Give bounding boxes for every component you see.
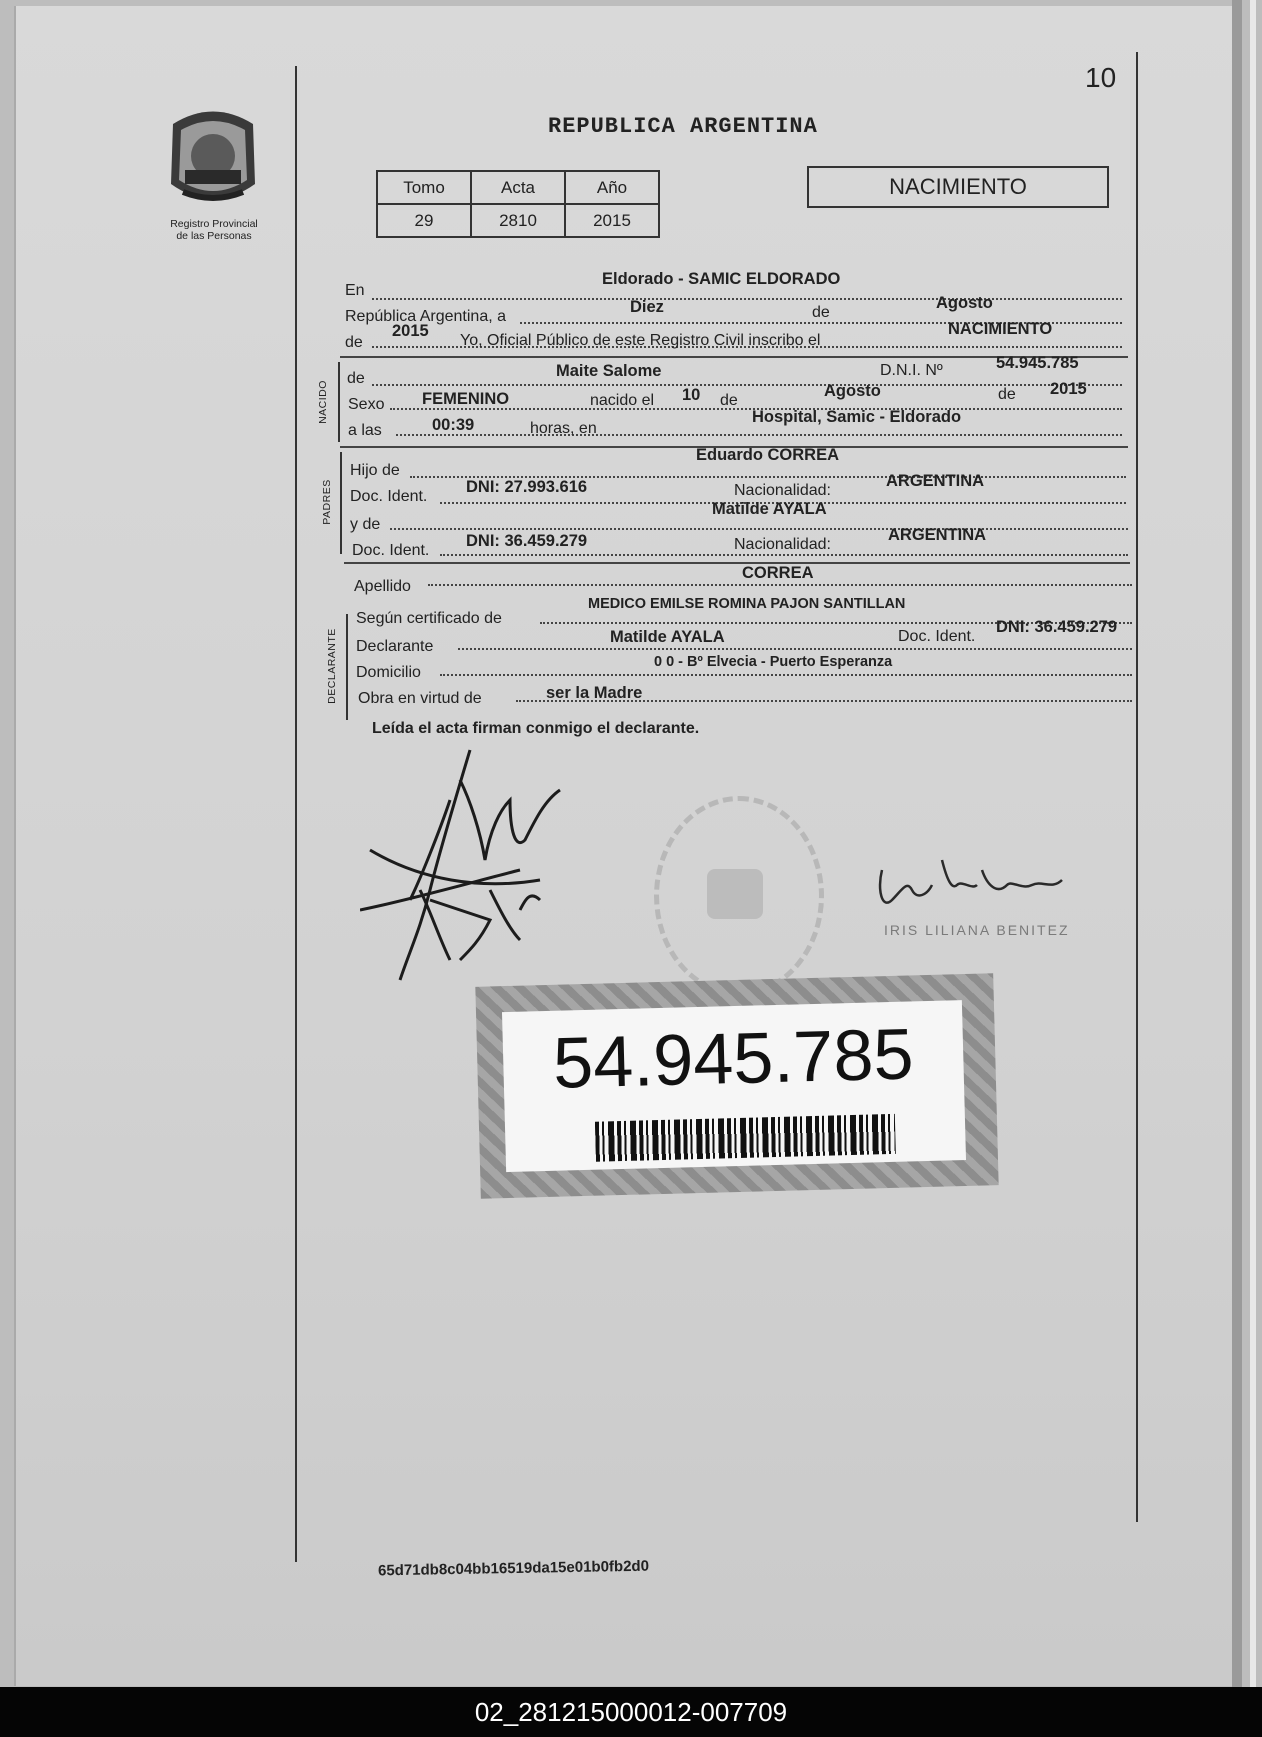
province-seal-icon [163,104,263,214]
dni-value: 54.945.785 [996,354,1079,372]
madre-doc-label: Doc. Ident. [352,542,430,559]
seal-center-icon [707,869,763,919]
a-las-label: a las [348,422,382,439]
acto-value: NACIMIENTO [948,320,1053,338]
de-label: de [812,304,830,321]
scan-id-bar: 02_281215000012-007709 [0,1687,1262,1737]
lugar-value: Eldorado - SAMIC ELDORADO [602,270,841,288]
anio-value: 2015 [565,204,659,237]
dni-label: D.N.I. Nº [880,362,943,379]
certificado-value: MEDICO EMILSE ROMINA PAJON SANTILLAN [588,596,906,612]
document-type-box: NACIMIENTO [807,166,1109,208]
padre-nac-label: Nacionalidad: [734,482,831,499]
page-edge [1232,0,1242,1687]
nac-de2-label: de [998,386,1016,403]
nacido-el-label: nacido el [590,392,655,409]
line-hora [396,434,1122,436]
tomo-value: 29 [377,204,471,237]
acta-header: Acta [471,171,565,204]
misiones-emblem [163,104,263,214]
nac-mes-value: Agosto [824,382,881,400]
obra-value: ser la Madre [546,684,643,702]
declarante-doc-value: DNI: 36.459.279 [996,618,1118,636]
dia-value: Diez [630,298,664,316]
reference-table [376,170,660,238]
apellido-value: CORREA [742,564,814,582]
nac-anio-value: 2015 [1050,380,1087,398]
nombre-value: Maite Salome [556,362,662,380]
declarante-bracket [346,614,348,720]
sexo-value: FEMENINO [422,390,510,408]
nacido-de-label: de [347,370,365,387]
padre-doc-value: DNI: 27.993.616 [466,478,588,496]
padre-doc-label: Doc. Ident. [350,488,428,505]
nacido-section-label: NACIDO [317,380,329,424]
hijo-de-label: Hijo de [350,462,400,479]
horas-en-label: horas, en [530,420,597,437]
separator-padres [344,562,1130,564]
line-apellido [428,584,1132,586]
line-en [372,298,1122,300]
sexo-label: Sexo [348,396,385,413]
official-name: IRIS LILIANA BENITEZ [884,922,1070,938]
domicilio-value: 0 0 - Bº Elvecia - Puerto Esperanza [654,654,893,670]
line-domicilio [440,674,1132,676]
page-edge-light [1250,0,1256,1687]
domicilio-label: Domicilio [356,664,421,681]
line-madre [390,528,1128,530]
apellido-label: Apellido [354,578,411,595]
oficial-text: Yo, Oficial Público de este Registro Civil inscribo el [460,332,821,349]
line-declarante [458,648,1132,650]
declarante-value: Matilde AYALA [610,628,725,646]
madre-doc-value: DNI: 36.459.279 [466,532,588,550]
nac-dia-value: 10 [682,386,701,404]
madre-value: Matilde AYALA [712,500,827,518]
hora-value: 00:39 [432,416,475,434]
certificado-label: Según certificado de [356,610,502,627]
document-title: REPUBLICA ARGENTINA [548,114,818,139]
obra-label: Obra en virtud de [358,690,482,707]
official-seal-stamp [654,796,824,996]
mes-value: Agosto [936,294,993,312]
left-margin-line [295,66,297,1562]
emblem-label-line2: de las Personas [176,230,252,242]
barcode-number: 54.945.785 [552,1014,915,1104]
barcode-icon [595,1114,896,1162]
declarante-section-label: DECLARANTE [326,628,338,704]
emblem-label [140,218,288,242]
y-de-label: y de [350,516,381,533]
madre-nac-label: Nacionalidad: [734,536,831,553]
closing-text: Leída el acta firman conmigo el declarante. [372,720,700,737]
anio-header: Año [565,171,659,204]
anio-value: 2015 [392,322,429,340]
padre-value: Eduardo CORREA [696,446,840,464]
declarante-label: Declarante [356,638,434,655]
republica-label: República Argentina, a [345,308,506,325]
padres-section-label: PADRES [321,479,333,525]
right-margin-line [1136,52,1138,1522]
dni-barcode-sticker [475,973,998,1198]
declarante-doc-label: Doc. Ident. [898,628,976,645]
official-signature [872,840,1072,920]
padres-bracket [340,452,342,554]
madre-nac-value: ARGENTINA [888,526,987,544]
barcode-label-panel [502,1000,966,1172]
emblem-label-line1: Registro Provincial [170,218,258,230]
tomo-header: Tomo [377,171,471,204]
declarant-signature [360,740,590,990]
nacido-bracket [338,362,340,442]
nac-lugar-value: Hospital, Samic - Eldorado [752,408,962,426]
nac-de-label: de [720,392,738,409]
en-label: En [345,282,365,299]
document-hash: 65d71db8c04bb16519da15e01b0fb2d0 [377,1557,650,1580]
padre-nac-value: ARGENTINA [886,472,985,490]
line-madre-doc [440,554,1128,556]
de2-label: de [345,334,363,351]
page-number: 10 [1085,62,1117,93]
acta-value: 2810 [471,204,565,237]
